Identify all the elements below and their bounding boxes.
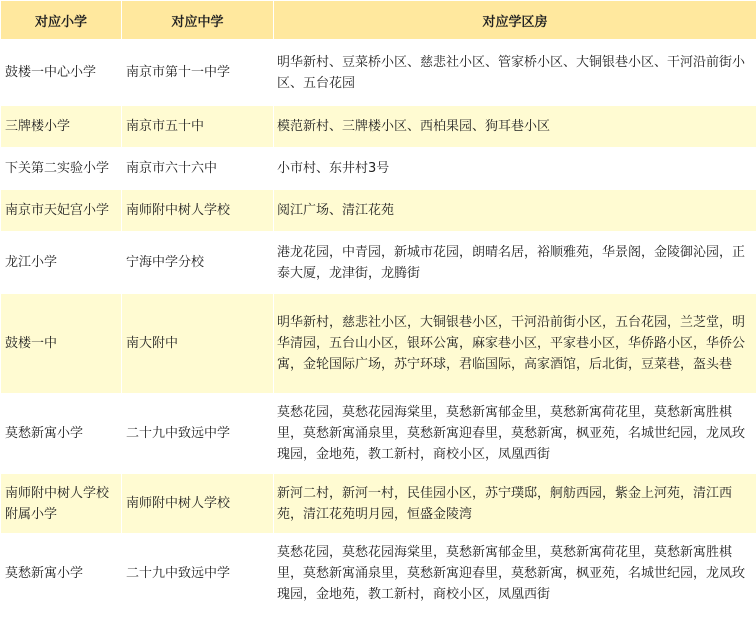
- header-primary-school: 对应小学: [1, 1, 122, 40]
- table-row: [1, 394, 756, 474]
- middle-school-cell: 二十九中致远中学: [122, 534, 274, 614]
- primary-school-cell: 下关第二实验小学: [1, 148, 122, 190]
- district-housing-cell: 莫愁花园，莫愁花园海棠里，莫愁新寓郁金里，莫愁新寓荷花里，莫愁新寓胜棋里，莫愁新寓涌泉里，莫愁新寓迎春里，莫愁新寓，枫亚苑，名城世纪园，龙凤玫瑰园，金地苑，教工新村，商校小区，凤凰西街: [274, 534, 756, 614]
- primary-school-cell: 龙江小学: [1, 232, 122, 294]
- district-housing-cell: 莫愁花园，莫愁花园海棠里，莫愁新寓郁金里，莫愁新寓荷花里，莫愁新寓胜棋里，莫愁新寓涌泉里，莫愁新寓迎春里，莫愁新寓，枫亚苑，名城世纪园，龙凤玫瑰园，金地苑，教工新村，商校小区，凤凰西街: [274, 394, 756, 474]
- district-housing-cell: 新河二村，新河一村，民佳园小区，苏宁璞邸，舸舫西园，紫金上河苑，清江西苑，清江花苑明月园，恒盛金陵湾: [274, 474, 756, 534]
- table-row: [1, 106, 756, 148]
- table-row: [1, 40, 756, 106]
- table-row: [1, 534, 756, 614]
- table-row: [1, 294, 756, 394]
- header-row: [1, 1, 756, 40]
- district-housing-cell: 明华新村，慈悲社小区，大铜银巷小区，干河沿前街小区，五台花园，兰芝堂，明华清园，五台山小区，银环公寓，麻家巷小区，平家巷小区，华侨路小区，华侨公寓，金轮国际广场，苏宁环球，君临国际，高家酒馆，后北街，豆菜巷，盔头巷: [274, 294, 756, 394]
- table-row: [1, 148, 756, 190]
- district-housing-cell: 明华新村、豆菜桥小区、慈悲社小区、管家桥小区、大铜银巷小区、干河沿前街小区、五台花园: [274, 40, 756, 106]
- middle-school-cell: 宁海中学分校: [122, 232, 274, 294]
- middle-school-cell: 南大附中: [122, 294, 274, 394]
- table-row: [1, 474, 756, 534]
- primary-school-cell: 莫愁新寓小学: [1, 394, 122, 474]
- primary-school-cell: 鼓楼一中心小学: [1, 40, 122, 106]
- middle-school-cell: 南京市六十六中: [122, 148, 274, 190]
- middle-school-cell: 南京市五十中: [122, 106, 274, 148]
- primary-school-cell: 莫愁新寓小学: [1, 534, 122, 614]
- district-housing-cell: 模范新村、三牌楼小区、西柏果园、狗耳巷小区: [274, 106, 756, 148]
- primary-school-cell: 南师附中树人学校附属小学: [1, 474, 122, 534]
- header-district-housing: 对应学区房: [274, 1, 756, 40]
- middle-school-cell: 南师附中树人学校: [122, 474, 274, 534]
- primary-school-cell: 南京市天妃宫小学: [1, 190, 122, 232]
- district-housing-cell: 小市村、东井村3号: [274, 148, 756, 190]
- header-middle-school: 对应中学: [122, 1, 274, 40]
- middle-school-cell: 南师附中树人学校: [122, 190, 274, 232]
- middle-school-cell: 二十九中致远中学: [122, 394, 274, 474]
- table-row: [1, 190, 756, 232]
- primary-school-cell: 三牌楼小学: [1, 106, 122, 148]
- district-housing-cell: 港龙花园，中青园，新城市花园，朗晴名居，裕顺雅苑，华景阁，金陵御沁园，正泰大厦，龙津街，龙腾街: [274, 232, 756, 294]
- primary-school-cell: 鼓楼一中: [1, 294, 122, 394]
- middle-school-cell: 南京市第十一中学: [122, 40, 274, 106]
- district-housing-cell: 阅江广场、清江花苑: [274, 190, 756, 232]
- table-row: [1, 232, 756, 294]
